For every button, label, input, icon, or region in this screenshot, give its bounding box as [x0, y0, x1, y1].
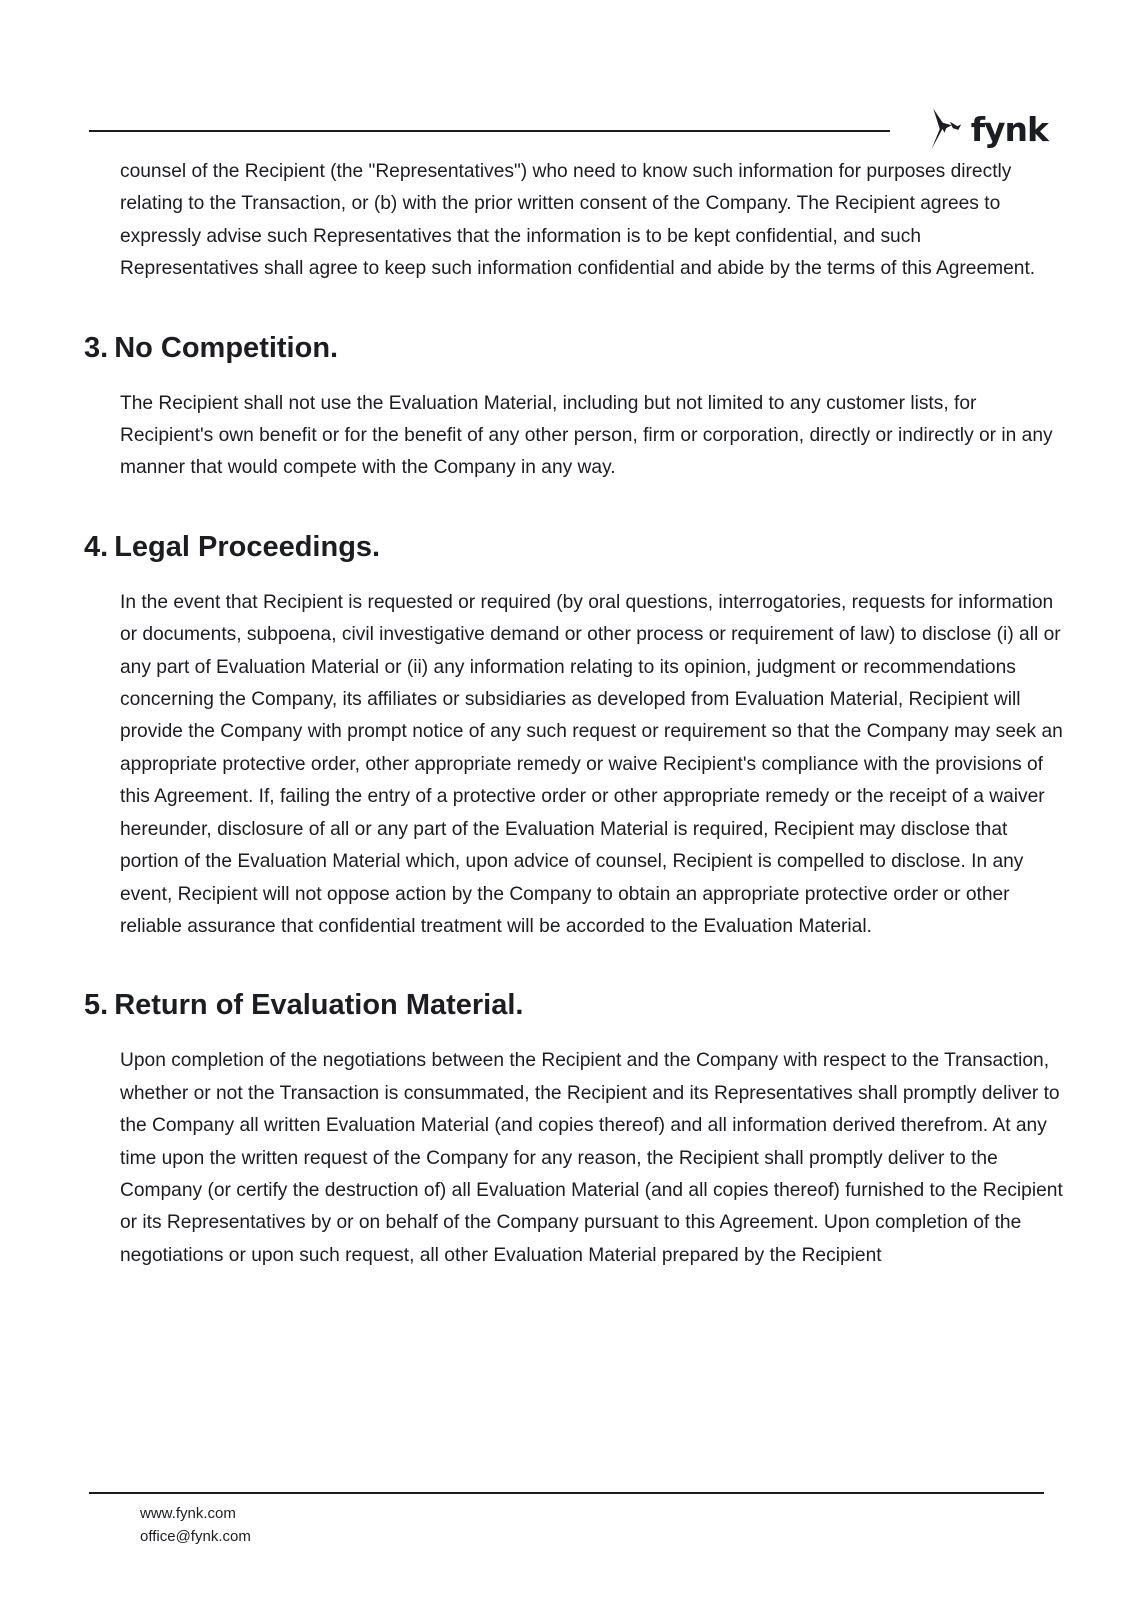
logo-wordmark: fynk — [970, 109, 1048, 149]
footer-divider — [89, 1492, 1044, 1494]
section-heading-3 — [84, 328, 1064, 368]
section-title: No Competition. — [114, 331, 339, 364]
section-heading-5 — [84, 985, 1064, 1025]
continued-paragraph: counsel of the Recipient (the "Representatives") who need to know such information for purposes directly relating to the Transaction, or (b) with the prior written consent of the Company. The Recipient agrees to expressly advise such Representatives that the information is to be kept confidential, and such Representatives shall agree to keep such information confidential and abide by the terms of this Agreement. — [120, 161, 1036, 280]
section-paragraph-3: The Recipient shall not use the Evaluation Material, including but not limited to any customer lists, for Recipient's own benefit or for the benefit of any other person, firm or corporation, directly or indirectly or in any manner that would compete with the Company in any way. — [120, 392, 1053, 479]
header-divider — [89, 130, 890, 132]
section-number: 5. — [84, 989, 109, 1022]
footer-email: office@fynk.com — [140, 1528, 251, 1545]
section-heading-4 — [84, 527, 1064, 567]
section-paragraph-5: Upon completion of the negotiations between the Recipient and the Company with respect to the Transaction, whether or not the Transaction is consummated, the Recipient and its Representatives shall promptly deliver to the Company all written Evaluation Material (and copies thereof) and all information derived therefrom. At any time upon the written request of the Company for any reason, the Recipient shall promptly deliver to the Company (or certify the destruction of) all Evaluation Material (and all copies thereof) furnished to the Recipient or its Representatives by or on behalf of the Company pursuant to this Agreement. Upon completion of the negotiations or upon such request, all other Evaluation Material prepared by the Recipient — [120, 1050, 1063, 1266]
section-number: 4. — [84, 530, 109, 563]
footer-website: www.fynk.com — [140, 1505, 236, 1522]
section-title: Return of Evaluation Material. — [114, 989, 524, 1022]
section-number: 3. — [84, 331, 109, 364]
fynk-logo — [924, 104, 1048, 154]
section-title: Legal Proceedings. — [114, 530, 381, 563]
document-body — [84, 156, 1064, 1272]
section-paragraph-4: In the event that Recipient is requested or required (by oral questions, interrogatories, requests for information or documents, subpoena, civil investigative demand or other process or requirement of law) to disclose (i) all or any part of Evaluation Material or (ii) any information relating to its opinion, judgment or recommendations concerning the Company, its affiliates or subsidiaries as developed from Evaluation Material, Recipient will provide the Company with prompt notice of any such request or requirement so that the Company may seek an appropriate protective order, other appropriate remedy or waive Recipient's compliance with the provisions of this Agreement. If, failing the entry of a protective order or other appropriate remedy or the receipt of a waiver hereunder, disclosure of all or any part of the Evaluation Material is required, Recipient may disclose that portion of the Evaluation Material which, upon advice of counsel, Recipient is compelled to disclose. In any event, Recipient will not oppose action by the Company to obtain an appropriate protective order or other reliable assurance that confidential treatment will be accorded to the Evaluation Material. — [120, 591, 1063, 937]
footer — [140, 1502, 251, 1548]
fynk-bird-icon — [924, 105, 967, 153]
